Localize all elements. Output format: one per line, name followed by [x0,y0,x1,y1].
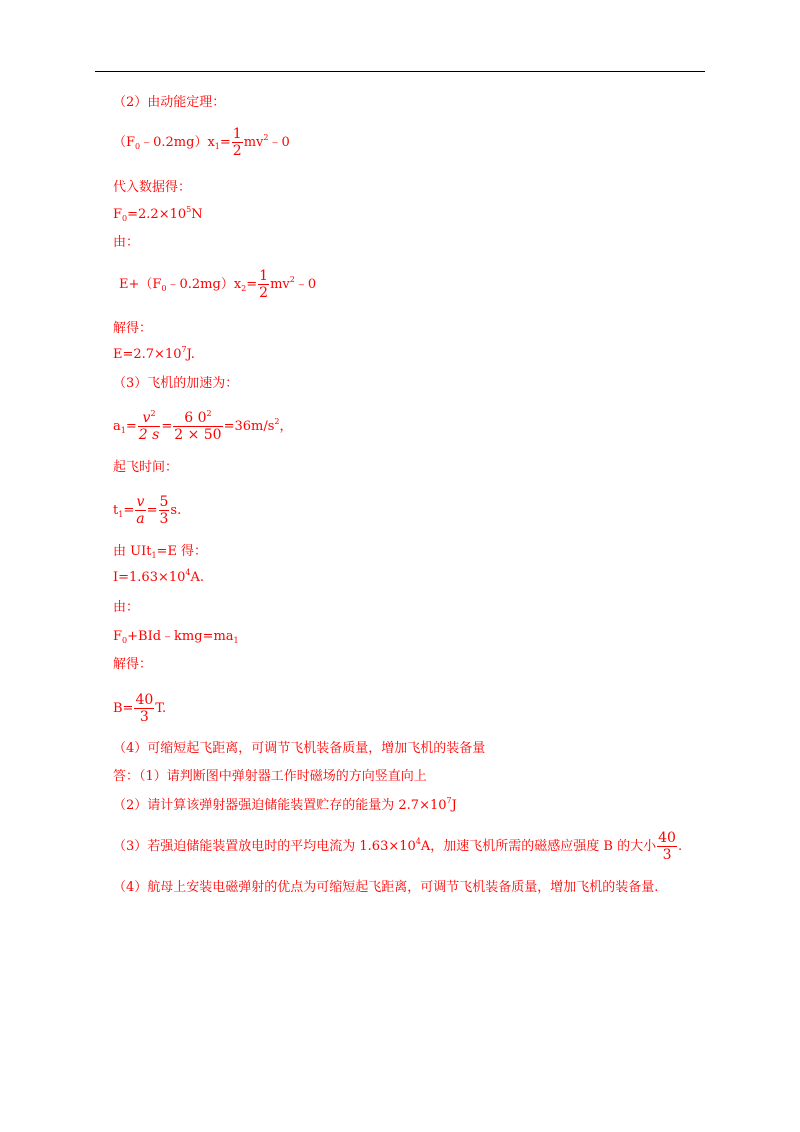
superscript: 4 [415,837,421,846]
fraction [232,126,243,159]
from-label: 由： [113,235,140,250]
equation-acceleration [113,410,293,443]
fraction [159,494,170,527]
numerator: 40 [658,830,676,846]
text: ， [279,419,293,434]
text: s. [170,503,182,518]
header-rule [95,71,705,72]
result-energy [113,346,195,364]
subscript: 1 [233,636,239,645]
denominator: 2 × 50 [174,427,222,443]
answer-3 [113,830,682,863]
result-magnetic-field [113,692,166,725]
superscript: 2 [289,275,295,284]
superscript: 2 [206,409,212,418]
solve-label-2: 解得： [113,657,153,672]
text: 由 UIt [113,544,152,559]
text: F [113,629,123,644]
step-2-heading: （2）由动能定理： [113,95,226,110]
text: （3）若强迫储能装置放电时的平均电流为 1.63×10 [113,839,416,854]
text: B= [113,701,134,716]
text: =36m/s [223,419,275,434]
text: =E 得： [156,544,208,559]
text: . [677,839,683,854]
equation-time [113,494,181,527]
text: T. [155,701,167,716]
subscript: 0 [122,636,128,645]
superscript: 2 [274,417,280,426]
text: mv [243,135,264,150]
text: t [113,503,119,518]
text: = [125,419,137,434]
numerator: 1 [259,268,269,284]
equation-kinetic-energy-1 [113,126,290,159]
denominator: 3 [134,708,154,725]
text: I=1.63×10 [113,570,186,585]
numerator: 5 [159,494,169,510]
text: = [123,503,135,518]
subscript: 1 [120,426,126,435]
superscript: 7 [446,796,452,805]
text: =2.2×10 [127,207,187,222]
fraction [258,268,269,301]
superscript: 7 [181,345,187,354]
superscript: 2 [150,409,156,418]
text: A，加速飞机所需的磁感应强度 B 的大小 [420,839,657,854]
denominator: 2 [259,285,269,301]
equation-force [113,628,239,646]
answer-2 [113,797,457,815]
denominator: 3 [159,511,169,527]
text: = [161,419,173,434]
from-label-2: 由： [113,600,140,615]
denominator: a [136,511,145,527]
text: v [142,410,151,426]
subscript: 1 [151,551,157,560]
text: J. [186,347,195,362]
text: F [113,207,123,222]
subscript: 1 [118,510,124,519]
numerator: v [136,494,145,510]
result-current [113,569,204,587]
denominator: 2 s [138,427,160,443]
answer-4: （4）航母上安装电磁弹射的优点为可缩短起飞距离，可调节飞机装备质量，增加飞机的装备量. [113,880,659,895]
subscript: 2 [241,284,247,293]
superscript: 2 [263,133,269,142]
subscript: 0 [122,214,128,223]
text: 6 0 [184,410,207,426]
result-f0 [113,206,203,224]
text: N [191,207,203,222]
text: ﹣0.2mg）x [166,277,242,292]
text: +BId﹣kmg=ma [127,629,234,644]
subscript: 0 [135,142,141,151]
substitute-label: 代入数据得： [113,180,192,195]
text: E+（F [119,277,162,292]
numerator: 40 [135,692,154,708]
solve-label: 解得： [113,321,153,336]
text: = [246,277,258,292]
text: ﹣0.2mg）x [140,135,215,150]
text: A. [190,570,205,585]
text: E=2.7×10 [113,347,182,362]
fraction [135,494,145,527]
step-3-heading: （3）飞机的加速为： [113,376,239,391]
answer-1: 答：（1）请判断图中弹射器工作时磁场的方向竖直向上 [113,769,427,784]
text: J [451,798,457,813]
fraction [134,692,154,725]
text: ﹣0 [268,135,290,150]
superscript: 5 [186,205,192,214]
fraction [138,410,161,443]
text: （2）请计算该弹射器强迫储能装置贮存的能量为 2.7×10 [113,798,447,813]
takeoff-time-label: 起飞时间： [113,460,179,475]
denominator: 2 [232,143,242,159]
text: = [146,503,158,518]
text: = [219,135,231,150]
numerator [173,410,222,426]
text: mv [270,277,290,292]
superscript: 4 [185,568,191,577]
text: （F [113,135,136,150]
text: a [113,419,121,434]
subscript: 0 [161,284,167,293]
numerator: 1 [232,126,242,142]
fraction [173,410,222,443]
fraction [657,830,677,863]
step-4-text: （4）可缩短起飞距离，可调节飞机装备质量，增加飞机的装备量 [113,741,486,756]
equation-kinetic-energy-2 [119,268,316,301]
subscript: 1 [214,142,220,151]
denominator: 3 [657,846,677,863]
from-uit-label [113,543,207,561]
numerator [138,410,161,426]
text: ﹣0 [294,277,317,292]
